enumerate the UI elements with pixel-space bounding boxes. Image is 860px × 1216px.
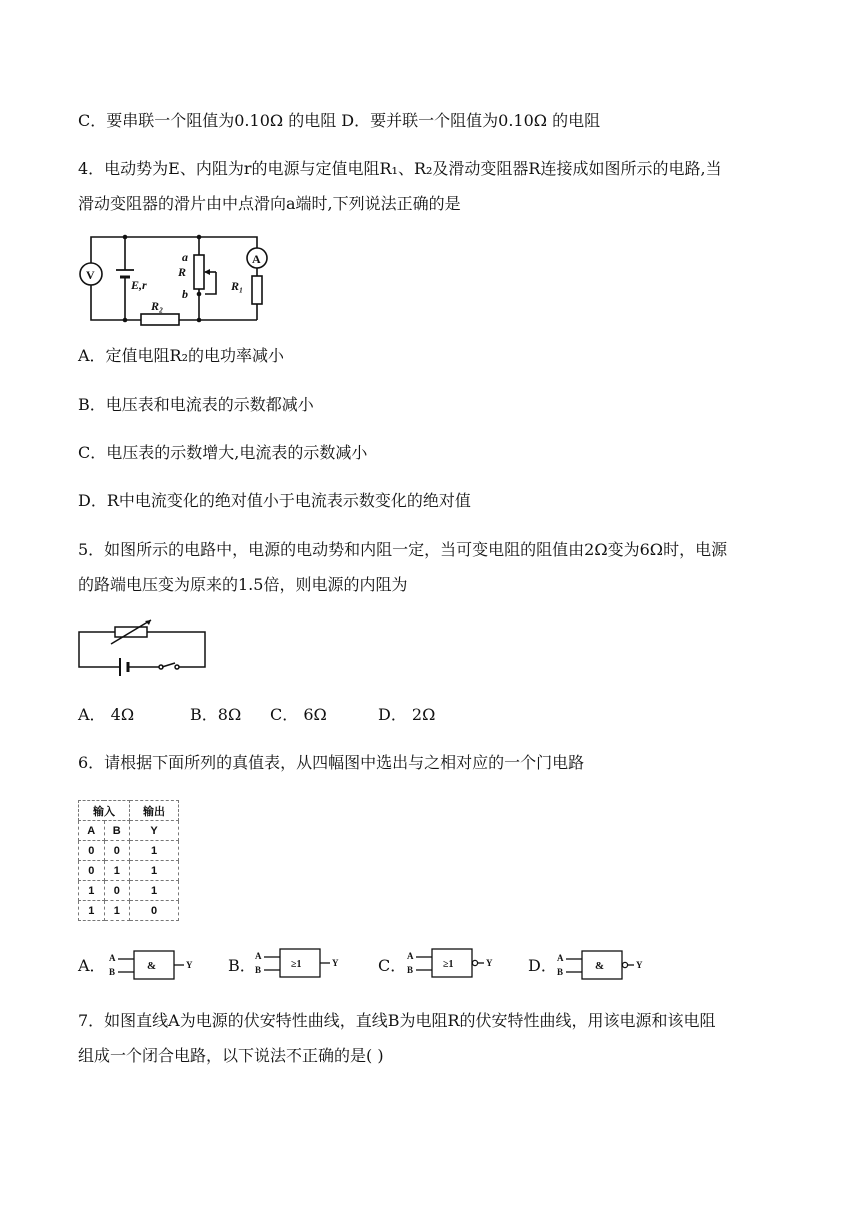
voltmeter-label: V	[86, 268, 95, 282]
source-label: E,r	[131, 278, 147, 292]
q4-stem-line1: 4．电动势为E、内阻为r的电源与定值电阻R₁、R₂及滑动变阻器R连接成如图所示的电路,当	[78, 159, 722, 178]
q7-stem-line2: 组成一个闭合电路，以下说法不正确的是( )	[78, 1046, 384, 1065]
truth-table-row	[79, 861, 179, 881]
q6-stem: 6．请根据下面所列的真值表，从四幅图中选出与之相对应的一个门电路	[78, 753, 585, 772]
gate-option-d-nand-gate	[554, 948, 646, 982]
gate-output-y: Y	[486, 958, 493, 968]
rheostat-b-label: b	[182, 287, 188, 301]
q4-option-d: D．R中电流变化的绝对值小于电流表示数变化的绝对值	[78, 491, 471, 510]
truth-table-row	[79, 901, 179, 921]
truth-table-cell: 1	[79, 881, 105, 901]
gate-input-a: A	[407, 951, 414, 961]
gate-input-b: B	[407, 965, 414, 975]
truth-table	[78, 800, 179, 921]
truth-table-cell: 1	[104, 861, 130, 881]
q4-option-b: B．电压表和电流表的示数都减小	[78, 395, 314, 414]
rheostat-a-label: a	[182, 250, 188, 264]
rheostat-r-label: R	[178, 265, 187, 279]
truth-table-row	[79, 881, 179, 901]
q5-option-a: A． 4Ω	[78, 705, 135, 724]
gate-option-b-or-gate	[252, 946, 344, 980]
gate-option-c-label: C．	[378, 956, 407, 975]
truth-table-col-a: A	[79, 821, 105, 841]
gate-input-a: A	[109, 953, 116, 963]
gate-output-y: Y	[186, 960, 193, 970]
q5-option-c: C． 6Ω	[270, 705, 327, 724]
r1-label: R₁	[231, 279, 244, 293]
gate-input-b: B	[557, 967, 564, 977]
gate-symbol: ≥1	[291, 959, 302, 970]
gate-symbol: &	[595, 960, 605, 972]
truth-table-cell: 1	[130, 841, 179, 861]
truth-table-cell: 1	[130, 881, 179, 901]
truth-table-cell: 0	[104, 841, 130, 861]
gate-option-c-nor-gate	[404, 946, 496, 980]
truth-table-cell: 1	[130, 861, 179, 881]
truth-table-col-b: B	[104, 821, 130, 841]
truth-table-head-input: 输入	[79, 801, 130, 821]
gate-option-b-label: B．	[228, 956, 256, 975]
truth-table-col-y: Y	[130, 821, 179, 841]
gate-input-a: A	[557, 953, 564, 963]
q4-option-c: C．电压表的示数增大,电流表的示数减小	[78, 443, 368, 462]
gate-output-y: Y	[332, 958, 339, 968]
truth-table-row	[79, 841, 179, 861]
truth-table-cell: 1	[104, 901, 130, 921]
gate-symbol: ≥1	[443, 959, 454, 970]
q3-options-cd: C．要串联一个阻值为0.10Ω 的电阻 D．要并联一个阻值为0.10Ω 的电阻	[78, 111, 601, 130]
gate-output-y: Y	[636, 960, 643, 970]
gate-option-a-and-gate	[106, 948, 198, 982]
q5-option-b: B．8Ω	[190, 705, 242, 724]
truth-table-head-output: 输出	[130, 801, 179, 821]
gate-input-a: A	[255, 951, 262, 961]
truth-table-cell: 0	[79, 841, 105, 861]
truth-table-cell: 1	[79, 901, 105, 921]
ammeter-label: A	[252, 252, 261, 266]
truth-table-cell: 0	[104, 881, 130, 901]
q4-option-a: A．定值电阻R₂的电功率减小	[78, 346, 285, 365]
gate-input-b: B	[255, 965, 262, 975]
truth-table-cell: 0	[79, 861, 105, 881]
gate-symbol: &	[147, 960, 157, 972]
gate-input-b: B	[109, 967, 116, 977]
gate-option-d-label: D．	[528, 956, 557, 975]
q7-stem-line1: 7．如图直线A为电源的伏安特性曲线，直线B为电阻R的伏安特性曲线，用该电源和该电阻	[78, 1011, 716, 1030]
q4-stem-line2: 滑动变阻器的滑片由中点滑向a端时,下列说法正确的是	[78, 194, 461, 213]
truth-table-cell: 0	[130, 901, 179, 921]
q5-stem-line2: 的路端电压变为原来的1.5倍，则电源的内阻为	[78, 575, 408, 594]
q4-circuit-diagram	[75, 228, 275, 328]
q5-option-d: D． 2Ω	[378, 705, 436, 724]
q5-stem-line1: 5．如图所示的电路中，电源的电动势和内阻一定，当可变电阻的阻值由2Ω变为6Ω时，电源	[78, 540, 728, 559]
r2-label: R₂	[151, 299, 164, 313]
gate-option-a-label: A．	[78, 956, 106, 975]
q5-circuit-diagram	[75, 618, 215, 680]
